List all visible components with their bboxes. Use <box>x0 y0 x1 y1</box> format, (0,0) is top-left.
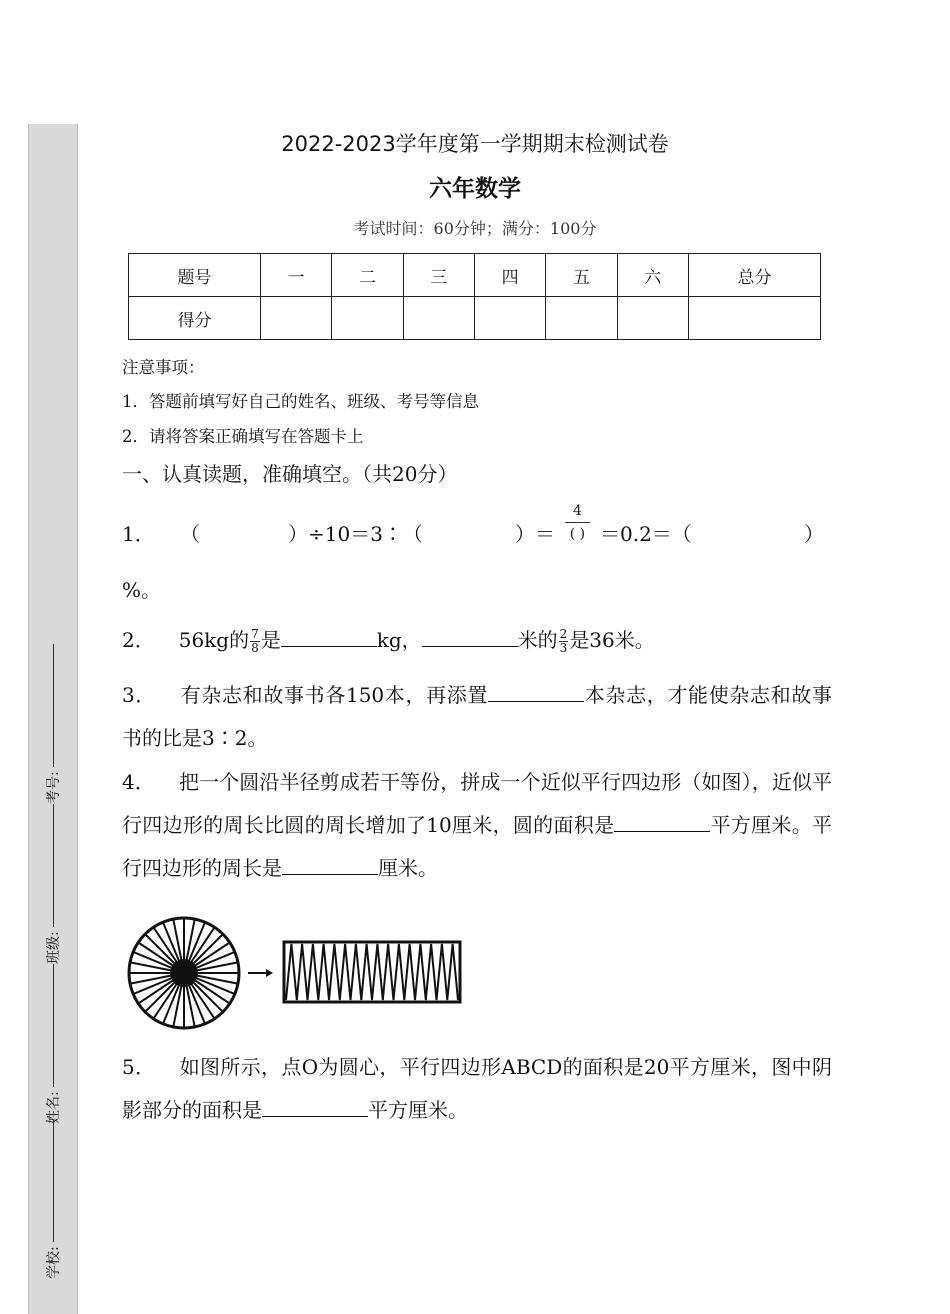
question-text: 本杂志，才能使杂志和故事书的比是3∶2。 <box>122 683 832 750</box>
answer-blank-1[interactable] <box>202 514 288 544</box>
answer-blank[interactable] <box>422 626 518 647</box>
paren-close: ） <box>804 522 824 546</box>
note-item-2: 2．请将答案正确填写在答题卡上 <box>122 427 364 446</box>
subject-title: 六年数学 <box>429 176 521 202</box>
question-text: 如图所示，点O为圆心，平行四边形ABCD的面积是20平方厘米，图中阴影部分的面积是 <box>122 1055 832 1122</box>
class-label: 班级: <box>46 931 62 964</box>
exam-info: 考试时间：60分钟；满分：100分 <box>353 219 597 238</box>
score-input-cell[interactable] <box>403 297 474 340</box>
expression-text: ÷10＝3∶（ <box>308 522 423 546</box>
circle-to-parallelogram-figure <box>126 912 466 1034</box>
name-field[interactable] <box>29 964 77 1124</box>
table-cell: 六 <box>617 254 688 297</box>
fraction <box>559 628 569 655</box>
exam-title: 2022-2023学年度第一学期期末检测试卷 <box>281 132 669 156</box>
circle-sectors-figure <box>129 918 239 1028</box>
expression-text: ）＝ <box>515 522 555 546</box>
question-3 <box>122 674 832 760</box>
score-table-header-row <box>129 254 821 297</box>
table-cell: 总分 <box>688 254 820 297</box>
exam-no-field[interactable] <box>29 644 77 804</box>
table-cell: 得分 <box>129 297 261 340</box>
question-text: 是36米。 <box>569 628 655 652</box>
question-number: 1． <box>122 522 155 546</box>
question-text: 把一个圆沿半径剪成若干等份，拼成一个近似平行四边形（如图），近似平行四边形的周长比圆的周长增加了10厘米，圆的面积是 <box>122 770 833 837</box>
section-heading: 一、认真读题，准确填空。（共20分） <box>122 462 458 486</box>
question-text: 米的 <box>517 628 558 652</box>
table-cell: 三 <box>403 254 474 297</box>
question-number: 2． <box>122 628 155 652</box>
question-number: 5． <box>122 1055 156 1079</box>
score-input-cell[interactable] <box>688 297 820 340</box>
answer-blank[interactable] <box>282 854 378 875</box>
question-text: 厘米。 <box>378 856 438 880</box>
school-field[interactable] <box>29 1119 77 1279</box>
fraction <box>565 500 590 545</box>
question-text: 平方厘米。平行四边形的周长是 <box>122 813 833 880</box>
question-2 <box>122 624 655 655</box>
school-label: 学校: <box>46 1246 62 1279</box>
question-text: kg， <box>376 628 422 652</box>
question-1-percent: %。 <box>122 578 162 602</box>
table-cell: 五 <box>546 254 617 297</box>
score-input-cell[interactable] <box>617 297 688 340</box>
fraction-numerator: 4 <box>565 500 590 523</box>
question-text: 56kg的 <box>178 628 250 652</box>
score-input-cell[interactable] <box>332 297 403 340</box>
table-cell: 一 <box>260 254 331 297</box>
class-field[interactable] <box>29 804 77 964</box>
exam-no-label: 考号: <box>46 771 62 804</box>
question-1 <box>122 503 832 550</box>
question-5 <box>122 1046 832 1132</box>
note-item-1: 1．答题前填写好自己的姓名、班级、考号等信息 <box>122 392 479 411</box>
question-text: 是 <box>260 628 281 652</box>
arrow-icon <box>248 969 273 977</box>
fraction-denominator: 3 <box>559 641 568 655</box>
answer-blank-3[interactable] <box>712 514 802 544</box>
score-input-cell[interactable] <box>546 297 617 340</box>
question-text: 平方厘米。 <box>368 1098 468 1122</box>
paren-close: ） <box>288 522 308 546</box>
notes-heading: 注意事项： <box>122 358 205 377</box>
answer-blank[interactable] <box>614 811 710 832</box>
expression-text: ＝0.2＝（ <box>600 522 692 546</box>
answer-blank[interactable] <box>262 1096 368 1117</box>
fraction-denominator[interactable]: ( ) <box>569 526 586 542</box>
fraction <box>250 628 260 655</box>
score-table <box>128 253 821 340</box>
score-table-score-row <box>129 297 821 340</box>
binding-margin <box>28 124 78 1314</box>
score-input-cell[interactable] <box>474 297 545 340</box>
fraction-denominator: 8 <box>251 641 259 655</box>
fraction-numerator: 7 <box>251 627 259 641</box>
question-number: 3． <box>122 683 157 707</box>
question-text: 有杂志和故事书各150本，再添置 <box>180 683 489 707</box>
score-input-cell[interactable] <box>260 297 331 340</box>
answer-blank-2[interactable] <box>422 514 512 544</box>
table-cell: 二 <box>332 254 403 297</box>
fraction-numerator: 2 <box>559 627 568 641</box>
question-number: 4． <box>122 770 155 794</box>
name-label: 姓名: <box>46 1091 62 1124</box>
answer-blank[interactable] <box>488 681 584 702</box>
table-cell: 四 <box>474 254 545 297</box>
question-4 <box>122 761 832 890</box>
paren-open: （ <box>180 522 200 546</box>
table-cell: 题号 <box>129 254 261 297</box>
answer-blank[interactable] <box>281 626 377 647</box>
parallelogram-figure <box>284 942 460 1002</box>
